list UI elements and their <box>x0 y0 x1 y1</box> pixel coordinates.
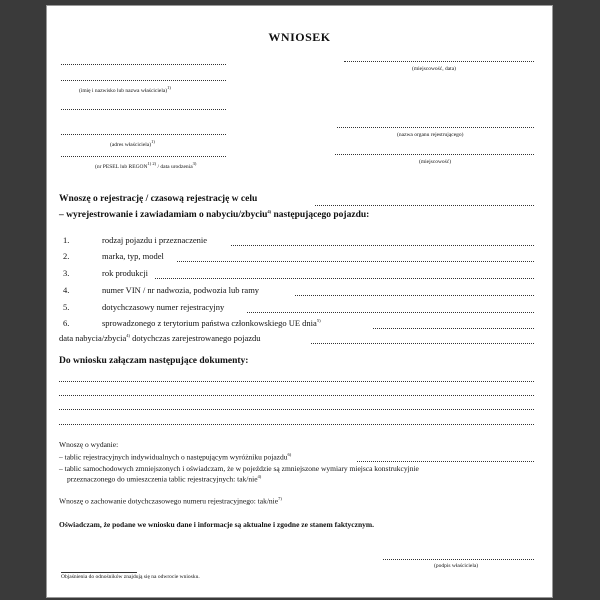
place-date-line[interactable] <box>344 61 534 62</box>
footnote: Objaśnienia do odnośników znajdują się na odwrocie wniosku. <box>61 574 200 580</box>
keep-number-line: Wnoszę o zachowanie dotychczasowego numeru rejestracyjnego: tak/nie$^{7)}$ <box>59 496 282 506</box>
form-title: WNIOSEK <box>268 30 331 44</box>
purchase-date-label: data nabycia/zbycia$^{4)}$ dotychczas zarejestrowanego pojazdu <box>59 333 261 343</box>
authority-place-line[interactable] <box>335 154 534 155</box>
item-number: 5. <box>63 302 70 312</box>
item-number: 4. <box>63 285 70 295</box>
item-field[interactable] <box>373 328 534 329</box>
issue-heading: Wnoszę o wydanie: <box>59 440 119 449</box>
request-line-2: – wyrejestrowanie i zawiadamiam o nabyciu/zbyciu$^{4)}$ następującego pojazdu: <box>59 209 370 221</box>
owner-name-caption: (imię i nazwisko lub nazwa właściciela)$^{1)}$ <box>79 85 171 94</box>
application-form <box>46 5 553 598</box>
item-field[interactable] <box>295 295 534 296</box>
item-label: numer VIN / nr nadwozia, podwozia lub ramy <box>102 285 260 295</box>
owner-name-line-1[interactable] <box>61 64 226 65</box>
signature-caption: (podpis właściciela) <box>434 563 479 569</box>
owner-address-line-1[interactable] <box>61 109 226 110</box>
issue-line-3: przeznaczonego do umieszczenia tablic rejestracyjnych: tak/nie$^{4)}$ <box>67 474 262 484</box>
attachment-line[interactable] <box>59 409 534 410</box>
vehicle-identifier-field[interactable] <box>357 461 534 462</box>
item-label: sprowadzonego z terytorium państwa członkowskiego UE dnia$^{5)}$ <box>102 318 321 328</box>
footnote-rule <box>61 572 137 573</box>
item-field[interactable] <box>247 312 534 313</box>
authority-line[interactable] <box>337 127 534 128</box>
request-line-1: Wnoszę o rejestrację / czasową rejestrację w celu <box>59 194 258 204</box>
authority-place-caption: (miejscowość) <box>419 159 452 165</box>
item-number: 2. <box>63 251 70 261</box>
item-number: 1. <box>63 235 70 245</box>
authority-caption: (nazwa organu rejestrującego) <box>397 132 464 138</box>
item-label: marka, typ, model <box>102 251 164 261</box>
owner-address-line-2[interactable] <box>61 134 226 135</box>
attachment-line[interactable] <box>59 424 534 425</box>
item-number: 6. <box>63 318 70 328</box>
attachments-heading: Do wniosku załączam następujące dokumenty: <box>59 356 249 366</box>
issue-line-2: – tablic samochodowych zmniejszonych i oświadczam, że w pojeździe są zmniejszone wymiary miejsca konstrukcyjnie <box>59 464 419 473</box>
attachment-line[interactable] <box>59 381 534 382</box>
owner-id-caption: (nr PESEL lub $REGON^{1) 2)}$ / data urodzenia$^{3)}$ <box>95 161 197 170</box>
owner-address-caption: (adres właściciela)$^{1)}$ <box>110 139 155 148</box>
request-purpose-line[interactable] <box>315 205 534 206</box>
attachment-line[interactable] <box>59 395 534 396</box>
item-field[interactable] <box>155 278 534 279</box>
signature-line[interactable] <box>383 559 534 560</box>
item-label: dotychczasowy numer rejestracyjny <box>102 302 225 312</box>
item-label: rok produkcji <box>102 268 149 278</box>
item-field[interactable] <box>231 245 534 246</box>
place-date-caption: (miejscowość, data) <box>412 66 456 72</box>
owner-name-line-2[interactable] <box>61 80 226 81</box>
owner-id-line[interactable] <box>61 156 226 157</box>
issue-line-1: – tablic rejestracyjnych indywidualnych o następującym wyróżniku pojazdu$^{6)}$ <box>59 452 292 462</box>
purchase-date-field[interactable] <box>311 343 534 344</box>
item-label: rodzaj pojazdu i przeznaczenie <box>102 235 208 245</box>
declaration: Oświadczam, że podane we wniosku dane i informacje są aktualne i zgodne ze stanem faktycznym. <box>59 520 374 529</box>
item-field[interactable] <box>177 261 534 262</box>
item-number: 3. <box>63 268 70 278</box>
